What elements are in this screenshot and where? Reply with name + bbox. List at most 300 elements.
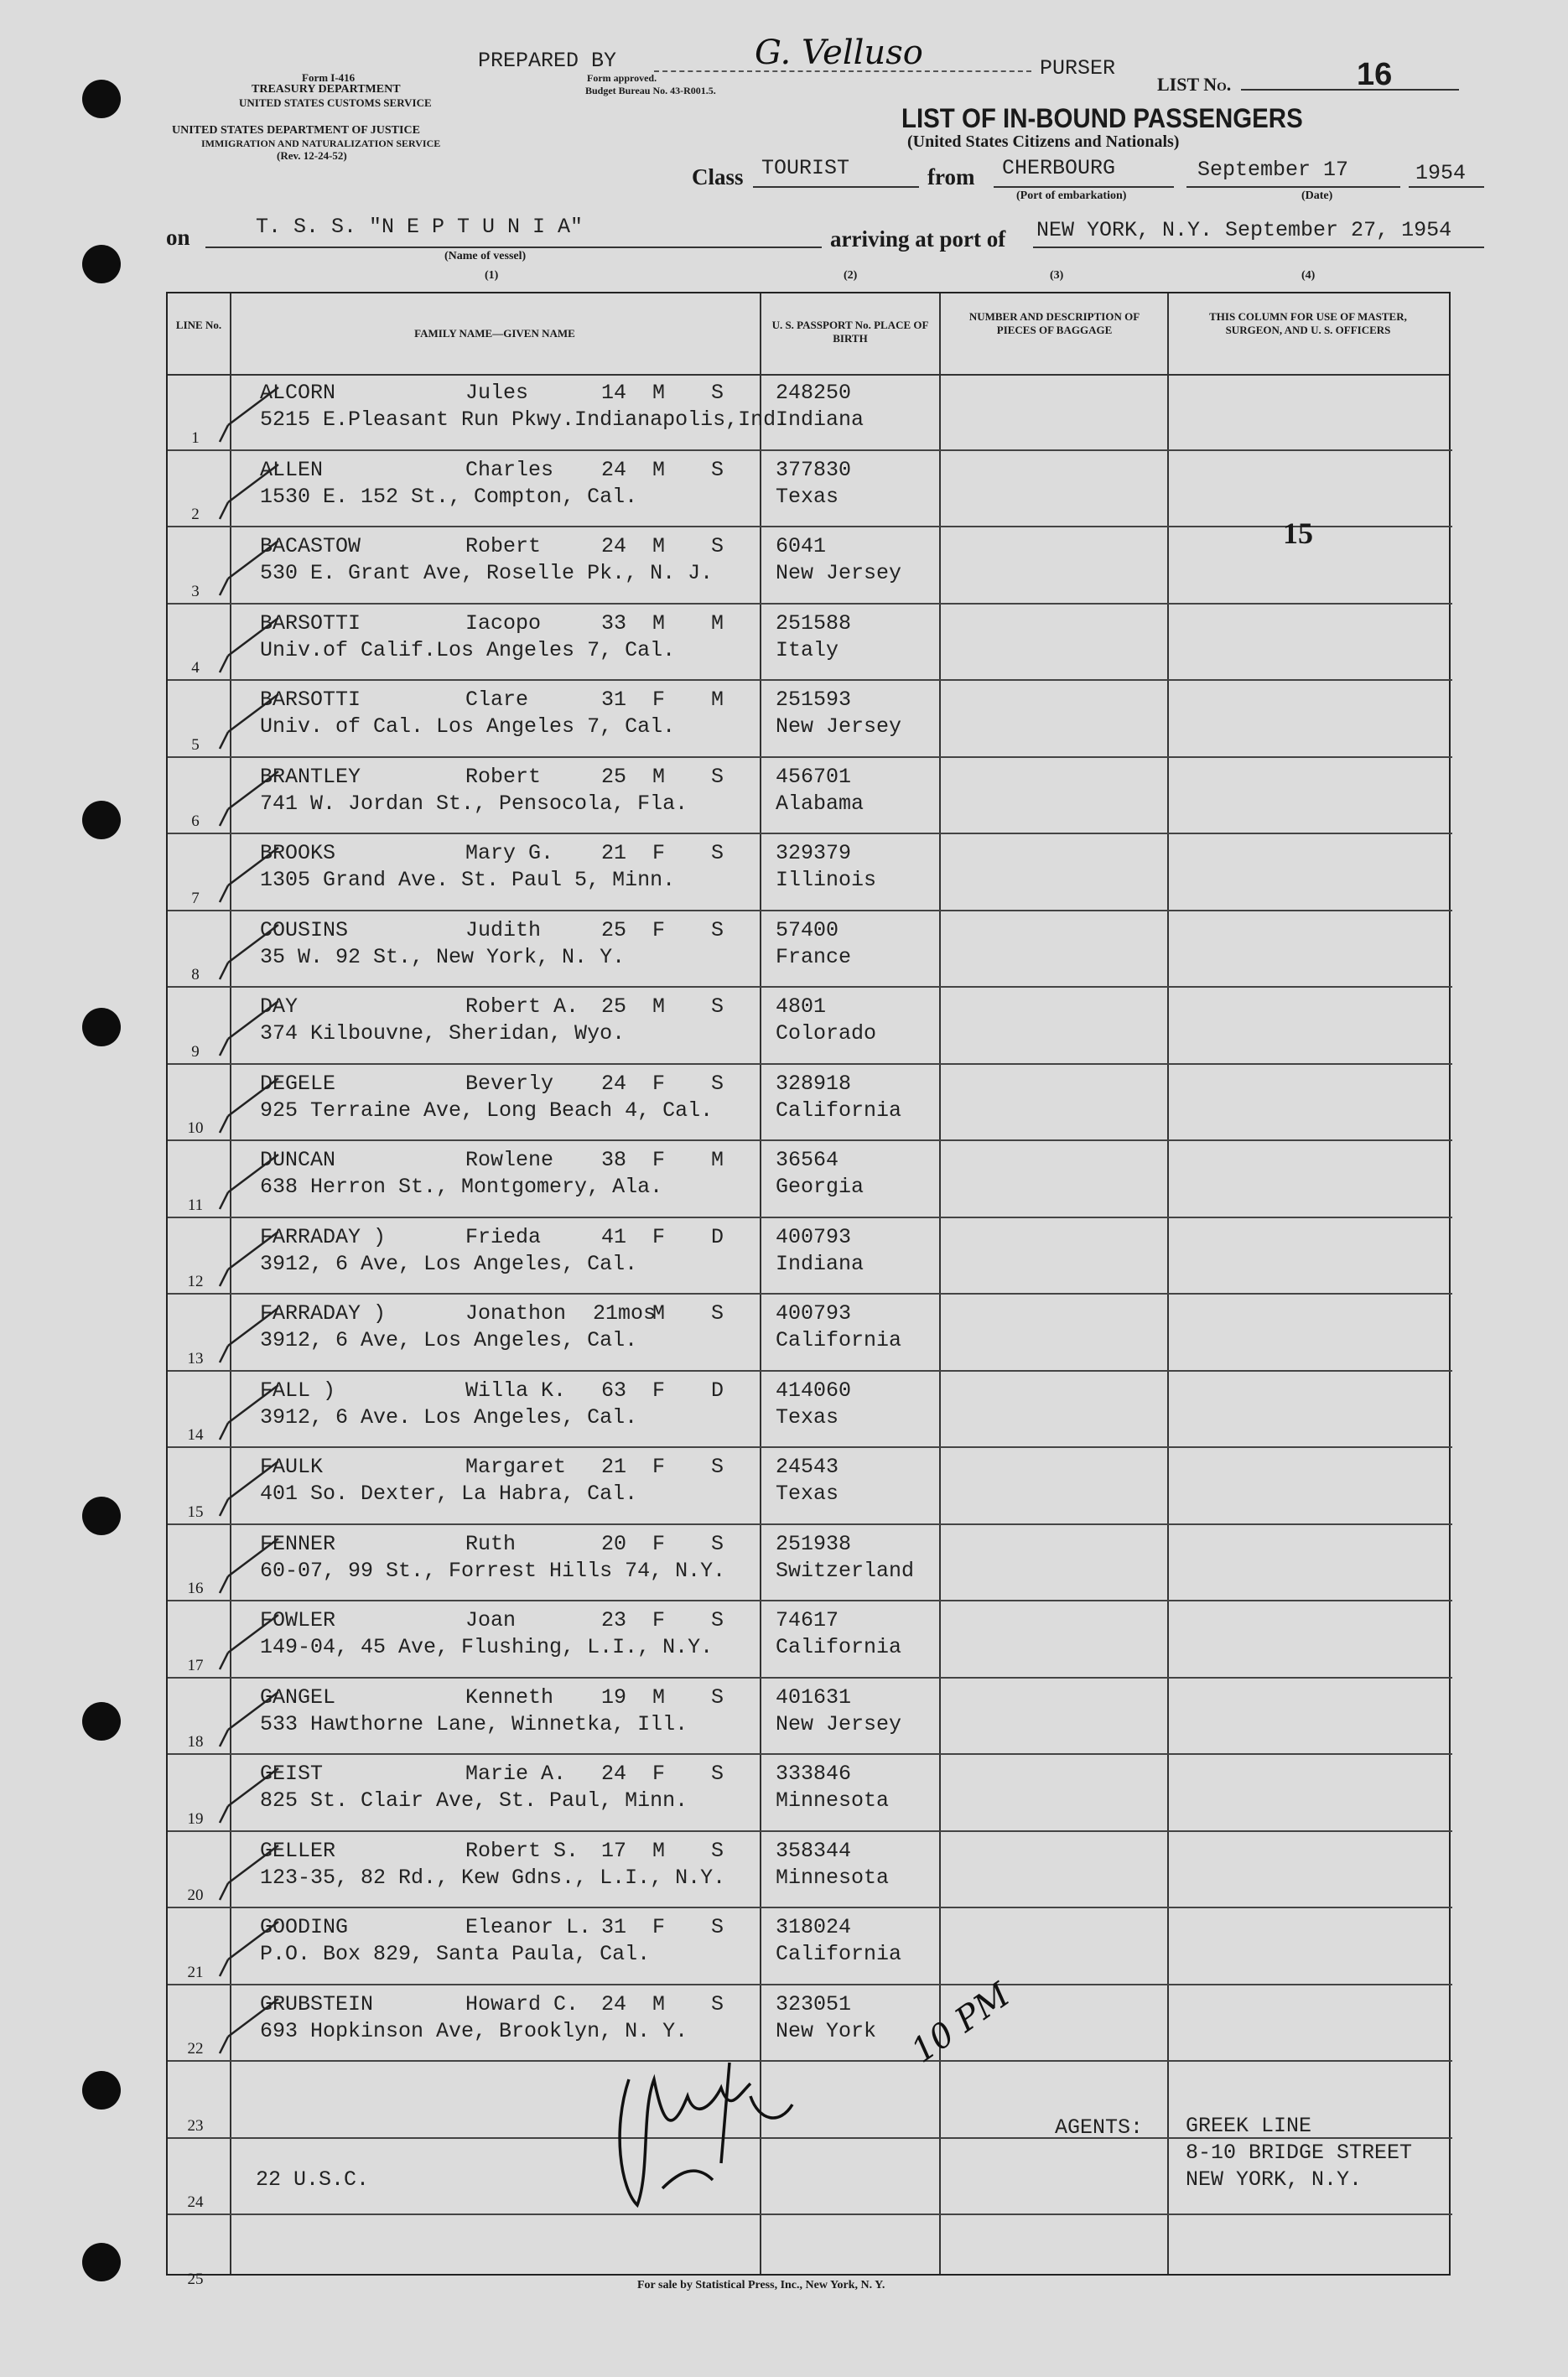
marital-status: M bbox=[711, 688, 724, 712]
family-name: FARRADAY ) bbox=[260, 1224, 387, 1249]
sex: M bbox=[652, 1684, 666, 1710]
check-mark-icon bbox=[211, 686, 287, 753]
passenger-row bbox=[168, 1832, 1452, 1909]
agent-line: GREEK LINE bbox=[1186, 2114, 1312, 2138]
check-mark-icon bbox=[211, 1990, 287, 2058]
sex: F bbox=[652, 1608, 666, 1632]
passenger-row bbox=[168, 1448, 1452, 1525]
address: P.O. Box 829, Santa Paula, Cal. bbox=[260, 1942, 651, 1966]
check-mark-icon bbox=[211, 532, 287, 599]
check-mark-icon bbox=[211, 1453, 287, 1520]
marital-status: S bbox=[711, 1762, 724, 1786]
agent-line: NEW YORK, N.Y. bbox=[1186, 2167, 1363, 2192]
passenger-row bbox=[168, 374, 1452, 451]
age: 14 bbox=[601, 381, 627, 405]
place-of-birth: California bbox=[776, 1942, 902, 1966]
place-of-birth: Indiana bbox=[776, 407, 864, 432]
check-mark-icon bbox=[211, 456, 287, 523]
given-name: Judith bbox=[465, 917, 542, 942]
marital-status: S bbox=[711, 994, 724, 1019]
binder-hole bbox=[82, 245, 121, 283]
departure-date: September 17 bbox=[1197, 158, 1349, 182]
line-number: 4 bbox=[191, 659, 200, 677]
place-of-birth: Italy bbox=[776, 637, 839, 662]
age: 19 bbox=[601, 1684, 627, 1710]
document-subtitle: (United States Citizens and Nationals) bbox=[907, 132, 1180, 151]
marital-status: S bbox=[711, 1915, 724, 1939]
family-name: BROOKS bbox=[260, 841, 336, 865]
age: 24 bbox=[601, 457, 627, 482]
place-of-birth: New Jersey bbox=[776, 1711, 902, 1736]
on-label: on bbox=[166, 225, 190, 250]
check-mark-icon bbox=[211, 1070, 287, 1137]
marital-status: D bbox=[711, 1378, 724, 1403]
passenger-row bbox=[168, 1679, 1452, 1756]
sex: F bbox=[652, 1531, 666, 1556]
sex: M bbox=[652, 1991, 666, 2016]
list-number-label: LIST No. bbox=[1157, 74, 1232, 95]
age: 24 bbox=[601, 1762, 627, 1786]
given-name: Margaret bbox=[465, 1455, 567, 1479]
check-mark-icon bbox=[211, 916, 287, 983]
agents-label: AGENTS: bbox=[1055, 2115, 1144, 2140]
family-name: ALLEN bbox=[260, 457, 324, 482]
purser-label: PURSER bbox=[1040, 56, 1116, 80]
address: 1305 Grand Ave. St. Paul 5, Minn. bbox=[260, 868, 676, 892]
sex: F bbox=[652, 1224, 666, 1249]
family-name: FAULK bbox=[260, 1455, 324, 1479]
given-name: Clare bbox=[465, 688, 529, 712]
address: 3912, 6 Ave, Los Angeles, Cal. bbox=[260, 1328, 638, 1352]
binder-hole bbox=[82, 1008, 121, 1046]
place-of-birth: Minnesota bbox=[776, 1865, 890, 1890]
sex: F bbox=[652, 688, 666, 712]
address: 530 E. Grant Ave, Roselle Pk., N. J. bbox=[260, 561, 714, 585]
revision: (Rev. 12-24-52) bbox=[277, 149, 347, 162]
address: 374 Kilbouvne, Sheridan, Wyo. bbox=[260, 1021, 626, 1046]
from-label: from bbox=[927, 164, 975, 189]
sex: M bbox=[652, 381, 666, 405]
line-number: 6 bbox=[191, 812, 200, 830]
age: 24 bbox=[601, 1991, 627, 2016]
address: 35 W. 92 St., New York, N. Y. bbox=[260, 944, 626, 969]
given-name: Beverly bbox=[465, 1071, 554, 1096]
class-underline bbox=[753, 186, 919, 188]
place-of-birth: California bbox=[776, 1098, 902, 1123]
marital-status: S bbox=[711, 1991, 724, 2016]
marital-status: M bbox=[711, 1148, 724, 1172]
given-name: Iacopo bbox=[465, 610, 542, 636]
age: 25 bbox=[601, 994, 627, 1019]
address: Univ.of Calif.Los Angeles 7, Cal. bbox=[260, 637, 676, 662]
column-header-baggage: NUMBER AND DESCRIPTION OF PIECES OF BAGGAGE bbox=[968, 310, 1140, 336]
treasury-department: TREASURY DEPARTMENT bbox=[252, 83, 401, 96]
immigration-service: IMMIGRATION AND NATURALIZATION SERVICE bbox=[201, 138, 441, 149]
family-name: DAY bbox=[260, 994, 299, 1019]
sex: F bbox=[652, 1378, 666, 1403]
passenger-row bbox=[168, 911, 1452, 989]
passenger-row bbox=[168, 1218, 1452, 1295]
place-of-birth: Texas bbox=[776, 484, 839, 509]
family-name: BARSOTTI bbox=[260, 610, 361, 636]
check-mark-icon bbox=[211, 1837, 287, 1904]
age: 21 bbox=[601, 841, 627, 865]
budget-bureau: Budget Bureau No. 43-R001.5. bbox=[585, 85, 716, 96]
passenger-row bbox=[168, 1141, 1452, 1218]
sex: M bbox=[652, 1301, 666, 1326]
family-name: FENNER bbox=[260, 1531, 336, 1556]
binder-hole bbox=[82, 801, 121, 839]
class-value: TOURIST bbox=[761, 156, 850, 180]
family-name: GRUBSTEIN bbox=[260, 1991, 374, 2016]
address: 3912, 6 Ave, Los Angeles, Cal. bbox=[260, 1251, 638, 1276]
binder-hole bbox=[82, 2071, 121, 2110]
passport-number: 318024 bbox=[776, 1915, 852, 1939]
column-header-name: FAMILY NAME—GIVEN NAME bbox=[414, 327, 575, 340]
handwritten-time-note: 10 PM bbox=[904, 1975, 1017, 2071]
family-name: BACASTOW bbox=[260, 534, 361, 558]
vessel-name: T. S. S. "N E P T U N I A" bbox=[256, 215, 584, 239]
marital-status: S bbox=[711, 1838, 724, 1863]
binder-hole bbox=[82, 1702, 121, 1741]
family-name: DUNCAN bbox=[260, 1148, 336, 1172]
address: 123-35, 82 Rd., Kew Gdns., L.I., N.Y. bbox=[260, 1865, 726, 1890]
year-underline bbox=[1409, 186, 1484, 188]
marital-status: M bbox=[711, 610, 724, 636]
line-number: 20 bbox=[187, 1887, 204, 1904]
marital-status: S bbox=[711, 841, 724, 865]
check-mark-icon bbox=[211, 1606, 287, 1674]
marital-status: S bbox=[711, 1071, 724, 1096]
column-number-2: (2) bbox=[844, 269, 858, 282]
given-name: Willa K. bbox=[465, 1378, 567, 1403]
vessel-underline bbox=[205, 247, 822, 248]
date-caption: (Date) bbox=[1301, 189, 1333, 202]
family-name: FOWLER bbox=[260, 1608, 336, 1632]
passport-number: 323051 bbox=[776, 1991, 852, 2016]
column-number-3: (3) bbox=[1050, 269, 1064, 282]
passport-number: 248250 bbox=[776, 381, 852, 405]
given-name: Robert bbox=[465, 764, 542, 789]
passenger-row bbox=[168, 1755, 1452, 1832]
printer-credit: For sale by Statistical Press, Inc., New York, N. Y. bbox=[637, 2279, 885, 2291]
passport-number: 414060 bbox=[776, 1378, 852, 1403]
passport-number: 328918 bbox=[776, 1071, 852, 1096]
passport-number: 333846 bbox=[776, 1762, 852, 1786]
address: 401 So. Dexter, La Habra, Cal. bbox=[260, 1482, 638, 1506]
passport-number: 251593 bbox=[776, 688, 852, 712]
list-number-underline bbox=[1241, 89, 1459, 91]
line-number: 13 bbox=[187, 1349, 204, 1368]
given-name: Mary G. bbox=[465, 841, 554, 865]
passport-number: 36564 bbox=[776, 1148, 839, 1172]
age: 21mos bbox=[593, 1301, 657, 1326]
address: 533 Hawthorne Lane, Winnetka, Ill. bbox=[260, 1711, 688, 1736]
arriving-label: arriving at port of bbox=[830, 226, 1006, 252]
marital-status: S bbox=[711, 917, 724, 942]
age: 33 bbox=[601, 610, 627, 636]
passport-number: 377830 bbox=[776, 457, 852, 482]
sex: F bbox=[652, 1148, 666, 1172]
line-number: 24 bbox=[187, 2193, 204, 2211]
check-mark-icon bbox=[211, 1684, 287, 1751]
check-mark-icon bbox=[211, 1300, 287, 1367]
class-label: Class bbox=[692, 164, 744, 189]
address: 825 St. Clair Ave, St. Paul, Minn. bbox=[260, 1788, 688, 1813]
passport-number: 456701 bbox=[776, 764, 852, 789]
family-name: DEGELE bbox=[260, 1071, 336, 1096]
passenger-row bbox=[168, 1601, 1452, 1679]
address: 1530 E. 152 St., Compton, Cal. bbox=[260, 484, 638, 509]
vessel-caption: (Name of vessel) bbox=[444, 250, 527, 262]
place-of-birth: Alabama bbox=[776, 791, 864, 816]
line-number: 14 bbox=[187, 1426, 204, 1444]
port-underline bbox=[994, 186, 1174, 188]
sex: M bbox=[652, 994, 666, 1019]
place-of-birth: Georgia bbox=[776, 1175, 864, 1199]
address: 925 Terraine Ave, Long Beach 4, Cal. bbox=[260, 1098, 714, 1123]
age: 25 bbox=[601, 764, 627, 789]
check-mark-icon bbox=[211, 993, 287, 1060]
passport-number: 251588 bbox=[776, 610, 852, 636]
prepared-by-label: PREPARED BY bbox=[478, 49, 617, 73]
binder-hole bbox=[82, 80, 121, 118]
family-name: FARRADAY ) bbox=[260, 1301, 387, 1326]
date-underline bbox=[1186, 186, 1400, 188]
given-name: Howard C. bbox=[465, 1991, 579, 2016]
place-of-birth: California bbox=[776, 1328, 902, 1352]
family-name: GANGEL bbox=[260, 1684, 336, 1710]
passenger-row bbox=[168, 605, 1452, 682]
line-number: 16 bbox=[187, 1580, 204, 1597]
line-number: 19 bbox=[187, 1809, 204, 1828]
check-mark-icon bbox=[211, 763, 287, 830]
marital-status: S bbox=[711, 764, 724, 789]
line-number: 1 bbox=[191, 428, 200, 447]
age: 20 bbox=[601, 1531, 627, 1556]
line-number: 15 bbox=[187, 1502, 204, 1521]
passport-number: 400793 bbox=[776, 1224, 852, 1249]
address: Univ. of Cal. Los Angeles 7, Cal. bbox=[260, 714, 676, 739]
line-number: 2 bbox=[191, 506, 200, 523]
inspector-signature-scribble bbox=[604, 2046, 822, 2230]
place-of-birth: France bbox=[776, 944, 852, 969]
family-name: GEIST bbox=[260, 1762, 324, 1786]
family-name: BARSOTTI bbox=[260, 688, 361, 712]
marital-status: S bbox=[711, 1455, 724, 1479]
port-caption: (Port of embarkation) bbox=[1016, 189, 1127, 202]
passport-number: 57400 bbox=[776, 917, 839, 942]
passenger-row bbox=[168, 681, 1452, 758]
marital-status: S bbox=[711, 381, 724, 405]
given-name: Rowlene bbox=[465, 1148, 554, 1172]
place-of-birth: New York bbox=[776, 2018, 877, 2043]
family-name: ALCORN bbox=[260, 381, 336, 405]
arrival-underline bbox=[1033, 247, 1484, 248]
marital-status: S bbox=[711, 1531, 724, 1556]
age: 38 bbox=[601, 1148, 627, 1172]
passenger-row bbox=[168, 834, 1452, 911]
sex: M bbox=[652, 1838, 666, 1863]
check-mark-icon bbox=[211, 610, 287, 677]
passenger-row bbox=[168, 1295, 1452, 1372]
column-number-1: (1) bbox=[485, 269, 499, 282]
given-name: Jules bbox=[465, 381, 529, 405]
age: 31 bbox=[601, 688, 627, 712]
address: 149-04, 45 Ave, Flushing, L.I., N.Y. bbox=[260, 1635, 714, 1659]
binder-hole bbox=[82, 2243, 121, 2281]
given-name: Ruth bbox=[465, 1531, 517, 1556]
check-mark-icon bbox=[211, 1760, 287, 1827]
age: 23 bbox=[601, 1608, 627, 1632]
address: 5215 E.Pleasant Run Pkwy.Indianapolis,Ind. bbox=[260, 407, 789, 432]
family-name: FALL ) bbox=[260, 1378, 336, 1403]
line-number: 23 bbox=[187, 2116, 204, 2135]
marital-status: S bbox=[711, 1608, 724, 1632]
passport-number: 329379 bbox=[776, 841, 852, 865]
place-of-birth: Switzerland bbox=[776, 1558, 915, 1583]
place-of-birth: New Jersey bbox=[776, 561, 902, 585]
passport-number: 400793 bbox=[776, 1301, 852, 1326]
place-of-birth: California bbox=[776, 1635, 902, 1659]
passport-number: 74617 bbox=[776, 1608, 839, 1632]
age: 63 bbox=[601, 1378, 627, 1403]
given-name: Kenneth bbox=[465, 1684, 554, 1710]
arrival-port-date: NEW YORK, N.Y. September 27, 1954 bbox=[1036, 218, 1452, 242]
port-of-embarkation: CHERBOURG bbox=[1002, 156, 1116, 180]
document-title: LIST OF IN-BOUND PASSENGERS bbox=[901, 103, 1303, 133]
check-mark-icon bbox=[211, 839, 287, 906]
place-of-birth: Texas bbox=[776, 1482, 839, 1506]
passenger-row bbox=[168, 1065, 1452, 1142]
passenger-row bbox=[168, 1908, 1452, 1985]
age: 31 bbox=[601, 1915, 627, 1939]
check-mark-icon bbox=[211, 1913, 287, 1980]
check-mark-icon bbox=[211, 1377, 287, 1444]
line-number: 17 bbox=[187, 1656, 204, 1674]
sex: F bbox=[652, 1455, 666, 1479]
customs-service: UNITED STATES CUSTOMS SERVICE bbox=[239, 96, 432, 109]
given-name: Eleanor L. bbox=[465, 1915, 592, 1939]
family-name: GOODING bbox=[260, 1915, 349, 1939]
age: 21 bbox=[601, 1455, 627, 1479]
marital-status: S bbox=[711, 1301, 724, 1326]
statute-reference: 22 U.S.C. bbox=[256, 2167, 370, 2192]
sex: M bbox=[652, 610, 666, 636]
address: 741 W. Jordan St., Pensocola, Fla. bbox=[260, 791, 688, 816]
column-header-passport: U. S. PASSPORT No. PLACE OF BIRTH bbox=[771, 319, 929, 345]
passport-number: 401631 bbox=[776, 1684, 852, 1710]
place-of-birth: Indiana bbox=[776, 1251, 864, 1276]
marital-status: D bbox=[711, 1224, 724, 1249]
age: 17 bbox=[601, 1838, 627, 1863]
departure-year: 1954 bbox=[1415, 161, 1467, 185]
line-number: 12 bbox=[187, 1273, 204, 1290]
passport-number: 24543 bbox=[776, 1455, 839, 1479]
form-approved: Form approved. bbox=[587, 72, 657, 84]
sex: F bbox=[652, 1915, 666, 1939]
passenger-row bbox=[168, 1372, 1452, 1449]
age: 25 bbox=[601, 917, 627, 942]
list-number-value: 16 bbox=[1357, 57, 1393, 92]
given-name: Frieda bbox=[465, 1224, 542, 1249]
line-number: 25 bbox=[187, 2270, 204, 2288]
officer-mark: 15 bbox=[1283, 516, 1313, 550]
passenger-row bbox=[168, 988, 1452, 1065]
family-name: COUSINS bbox=[260, 917, 349, 942]
column-header-officers: THIS COLUMN FOR USE OF MASTER, SURGEON, AND U. S. OFFICERS bbox=[1209, 310, 1407, 336]
check-mark-icon bbox=[211, 1223, 287, 1290]
passport-number: 4801 bbox=[776, 994, 827, 1019]
place-of-birth: Illinois bbox=[776, 868, 877, 892]
sex: M bbox=[652, 764, 666, 789]
passport-number: 358344 bbox=[776, 1838, 852, 1863]
line-number: 8 bbox=[191, 966, 200, 983]
place-of-birth: Texas bbox=[776, 1404, 839, 1430]
sex: F bbox=[652, 917, 666, 942]
line-number: 22 bbox=[187, 2040, 204, 2058]
given-name: Marie A. bbox=[465, 1762, 567, 1786]
line-number: 21 bbox=[187, 1963, 204, 1981]
address: 638 Herron St., Montgomery, Ala. bbox=[260, 1175, 663, 1199]
sex: F bbox=[652, 1071, 666, 1096]
line-number: 9 bbox=[191, 1042, 200, 1061]
family-name: GELLER bbox=[260, 1838, 336, 1863]
marital-status: S bbox=[711, 534, 724, 558]
address: 60-07, 99 St., Forrest Hills 74, N.Y. bbox=[260, 1558, 726, 1583]
check-mark-icon bbox=[211, 1530, 287, 1597]
form-number: Form I-416 bbox=[302, 71, 356, 84]
check-mark-icon bbox=[211, 379, 287, 446]
purser-signature: G. Velluso bbox=[755, 34, 923, 72]
family-name: BRANTLEY bbox=[260, 764, 361, 789]
marital-status: S bbox=[711, 1684, 724, 1710]
given-name: Joan bbox=[465, 1608, 517, 1632]
passenger-row bbox=[168, 758, 1452, 835]
passenger-row bbox=[168, 527, 1452, 605]
line-number: 11 bbox=[187, 1196, 204, 1214]
place-of-birth: New Jersey bbox=[776, 714, 902, 739]
column-number-4: (4) bbox=[1301, 269, 1316, 282]
given-name: Robert S. bbox=[465, 1838, 579, 1863]
passport-number: 6041 bbox=[776, 534, 827, 558]
passenger-row bbox=[168, 451, 1452, 528]
line-number: 3 bbox=[191, 582, 200, 600]
department-of-justice: UNITED STATES DEPARTMENT OF JUSTICE bbox=[172, 124, 420, 137]
line-number: 7 bbox=[191, 889, 200, 907]
column-header-line-no: LINE No. bbox=[175, 319, 222, 331]
agents-address bbox=[1186, 2113, 1412, 2193]
given-name: Robert A. bbox=[465, 994, 579, 1019]
address: 693 Hopkinson Ave, Brooklyn, N. Y. bbox=[260, 2018, 688, 2043]
age: 24 bbox=[601, 1071, 627, 1096]
passenger-row bbox=[168, 1525, 1452, 1602]
given-name: Robert bbox=[465, 534, 542, 558]
line-number: 10 bbox=[187, 1119, 204, 1137]
address: 3912, 6 Ave. Los Angeles, Cal. bbox=[260, 1404, 638, 1430]
given-name: Jonathon bbox=[465, 1301, 567, 1326]
agent-line: 8-10 BRIDGE STREET bbox=[1186, 2141, 1413, 2165]
check-mark-icon bbox=[211, 1146, 287, 1213]
sex: M bbox=[652, 457, 666, 482]
marital-status: S bbox=[711, 457, 724, 482]
given-name: Charles bbox=[465, 457, 554, 482]
line-number: 5 bbox=[191, 735, 200, 754]
place-of-birth: Minnesota bbox=[776, 1788, 890, 1813]
sex: F bbox=[652, 841, 666, 865]
sex: F bbox=[652, 1762, 666, 1786]
line-number: 18 bbox=[187, 1733, 204, 1751]
